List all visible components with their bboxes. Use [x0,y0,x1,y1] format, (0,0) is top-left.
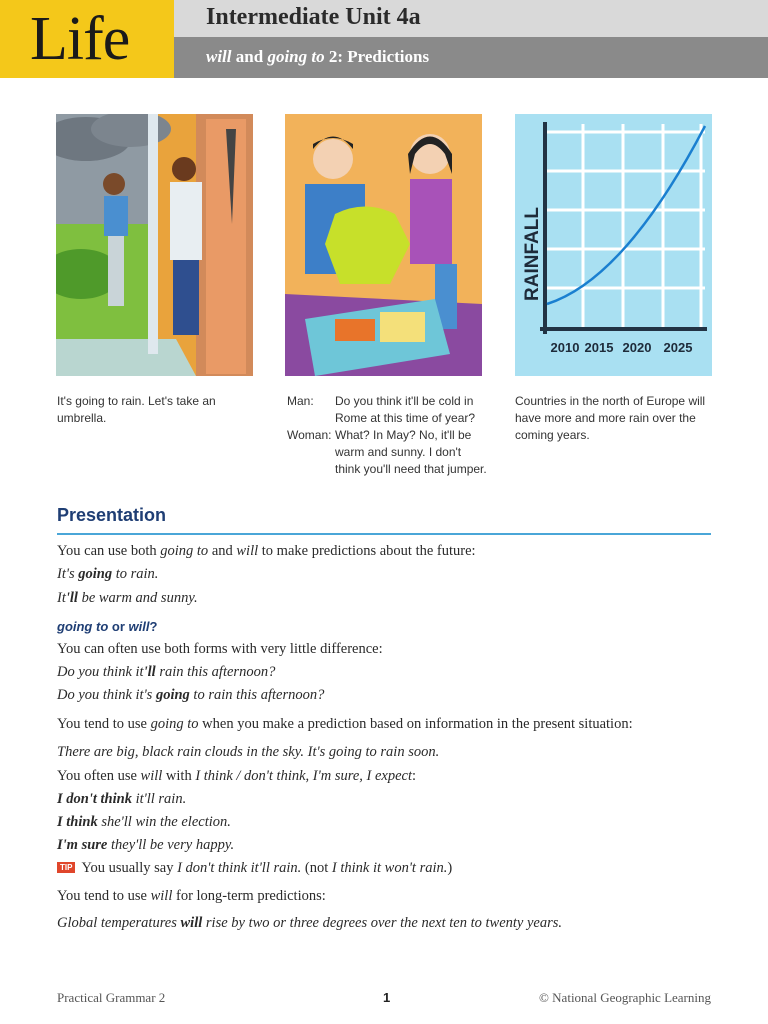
year-2010: 2010 [550,340,580,355]
year-2020: 2020 [622,340,652,355]
line-both-forms: You can often use both forms with very little difference: [57,641,383,657]
example-question-going: Do you think it's going to rain this afternoon? [57,687,325,703]
page-number: 1 [383,990,391,1005]
speaker-woman: Woman: [287,428,332,442]
example-sure: I'm sure they'll be very happy. [57,837,235,853]
subheading-going-or-will: going to or will? [57,619,158,634]
example-question-will: Do you think it'll rain this afternoon? [57,664,276,680]
life-logo [0,0,174,78]
line-long-term: You tend to use will for long-term predictions: [57,888,326,904]
tip-badge: TIP [57,862,75,873]
unit-title: Intermediate Unit 4a [206,4,421,30]
example-dont-think: I don't think it'll rain. [57,791,187,807]
footer-left: Practical Grammar 2 [57,990,166,1005]
example-will: It'll be warm and sunny. [57,590,198,606]
subtitle-band [174,37,768,78]
packing-illustration [285,114,482,376]
year-2015: 2015 [584,340,614,355]
man-line: Do you think it'll be cold in Rome at this time of year? [335,394,476,425]
heading-rule [57,533,711,535]
unit-title-band [174,0,768,37]
presentation-heading: Presentation [57,505,167,525]
year-2025: 2025 [663,340,693,355]
brand-text: Life [30,5,130,73]
footer-copyright: © National Geographic Learning [539,990,711,1005]
caption-rain: It's going to rain. Let's take an umbrella. [57,394,216,425]
caption-rainfall: Countries in the north of Europe will have more and more rain over the coming years. [515,394,706,442]
rainfall-chart-illustration [515,114,712,376]
rainfall-axis-label: RAINFALL [522,207,543,301]
woman-line: What? In May? No, it'll be warm and sunny. I don't think you'll need that jumper. [335,428,487,476]
line-intro: You can use both going to and will to make predictions about the future: [57,543,476,559]
line-present-evidence: You tend to use going to when you make a prediction based on information in the present situation: [57,716,633,732]
tip-line: TIP You usually say I don't think it'll rain. (not I think it won't rain.) [57,860,452,877]
example-think: I think she'll win the election. [57,814,231,830]
unit-subtitle: will and going to 2: Predictions [206,47,430,66]
line-think-expressions: You often use will with I think / don't think, I'm sure, I expect: [57,768,417,784]
example-global-temperatures: Global temperatures will rise by two or three degrees over the next ten to twenty years. [57,915,562,931]
speaker-man: Man: [287,394,314,408]
caption-dialogue [287,393,487,478]
example-going: It's going to rain. [57,566,159,582]
example-clouds: There are big, black rain clouds in the sky. It's going to rain soon. [57,744,440,760]
rain-window-illustration [56,114,253,376]
